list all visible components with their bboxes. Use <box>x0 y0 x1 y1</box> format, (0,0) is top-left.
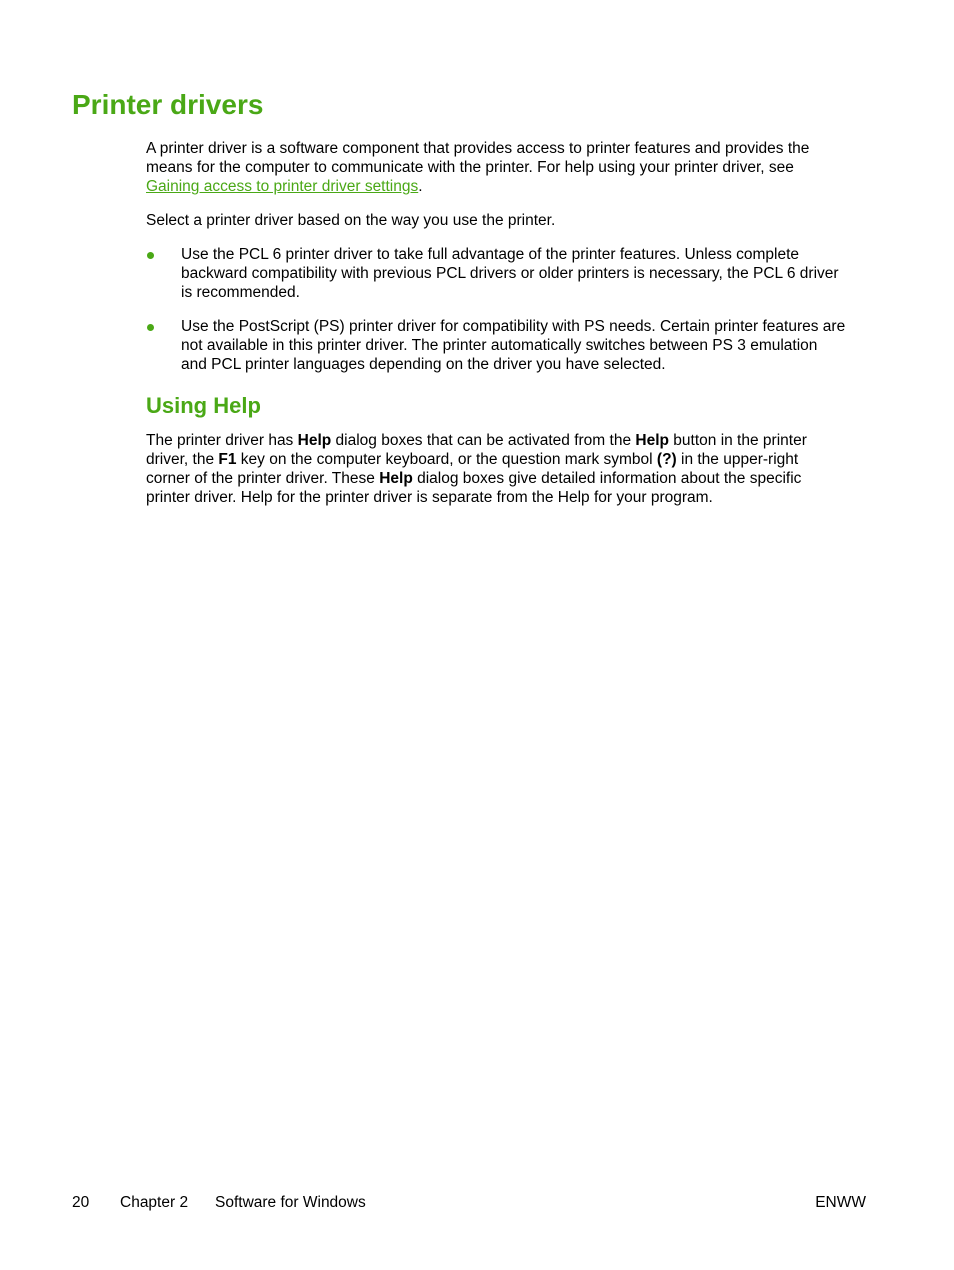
bullet-text: Use the PCL 6 printer driver to take full advantage of the printer features. Unless complete backward compatibility with previous PCL drivers or older printers is necessary, the PCL 6 driver is recommended. <box>181 246 839 301</box>
select-paragraph: Select a printer driver based on the way you use the printer. <box>146 212 556 229</box>
help-text-4: key on the computer keyboard, or the question mark symbol <box>236 451 657 469</box>
intro-period: . <box>418 178 423 195</box>
help-text-2: dialog boxes that can be activated from the <box>331 432 636 450</box>
footer-section: Software for Windows <box>215 1194 366 1211</box>
intro-paragraph <box>146 139 846 196</box>
intro-text: A printer driver is a software component that provides access to printer features and provides the means for the computer to communicate with the printer. For help using your printer driver, see <box>146 140 810 176</box>
list-item <box>146 245 846 302</box>
help-text-1: The printer driver has <box>146 432 298 450</box>
help-text-6: dialog boxes give detailed information about the specific printer driver. Help for the printer driver is separate from the Help for your program. <box>146 470 802 507</box>
footer-code: ENWW <box>815 1194 866 1211</box>
help-bold-question: (?) <box>656 451 677 469</box>
using-help-paragraph <box>146 431 846 507</box>
driver-bullet-list <box>146 245 846 374</box>
printer-driver-settings-link[interactable]: Gaining access to printer driver settings <box>146 178 419 195</box>
using-help-heading: Using Help <box>146 393 261 418</box>
main-content <box>146 139 846 522</box>
bullet-text: Use the PostScript (PS) printer driver for compatibility with PS needs. Certain printer features are not available in this printer driver. The printer automatically switches between PS 3 emulation and PCL printer languages depending on the driver you have selected. <box>181 318 846 373</box>
footer-page-number: 20 <box>72 1194 90 1211</box>
list-item <box>146 317 846 374</box>
bullet-icon <box>147 324 154 331</box>
help-bold-f1: F1 <box>218 451 237 469</box>
page-title: Printer drivers <box>72 89 264 120</box>
help-bold-1: Help <box>297 432 332 450</box>
bullet-icon <box>147 252 154 259</box>
help-text-5: in the upper-right corner of the printer driver. These <box>146 451 799 488</box>
help-bold-3: Help <box>379 470 413 488</box>
help-bold-2: Help <box>635 432 669 450</box>
help-text-3: button in the printer driver, the <box>146 432 807 469</box>
footer-chapter: Chapter 2 <box>120 1194 189 1211</box>
